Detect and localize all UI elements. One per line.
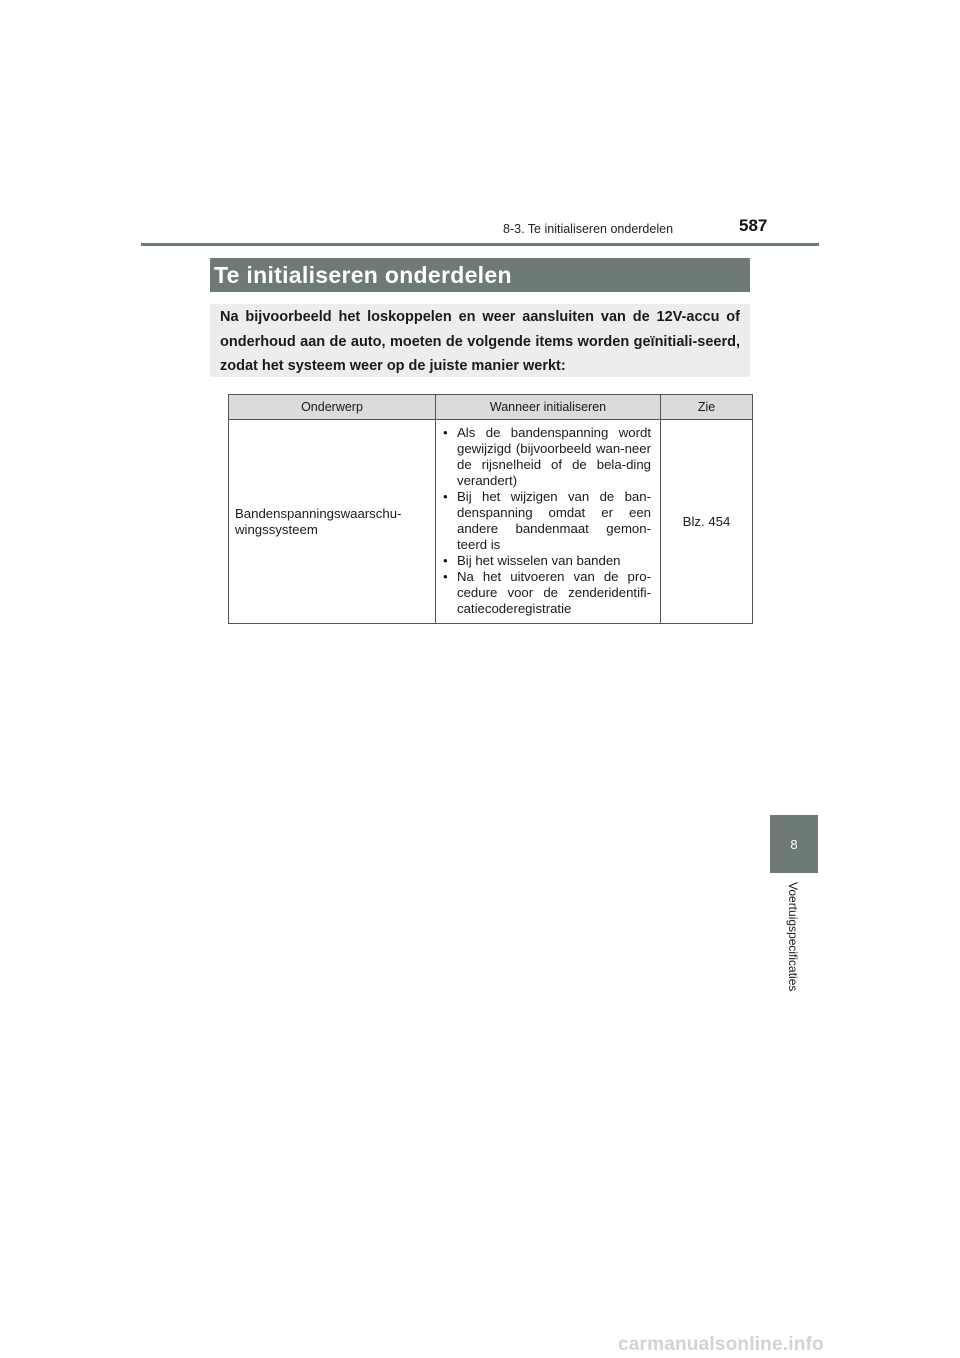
list-item: • Bij het wisselen van banden	[442, 553, 651, 569]
intro-text: Na bijvoorbeeld het loskoppelen en weer aansluiten van de 12V-accu of onderhoud aan de auto, moeten de volgende items worden geïnitiali-seerd, zodat het systeem weer op de juiste manier werkt:	[220, 309, 740, 374]
intro-box	[210, 304, 750, 377]
chapter-tab	[770, 815, 818, 873]
subject-cell: Bandenspanningswaarschu-wingssysteem	[229, 420, 436, 624]
table-header-row	[229, 395, 753, 420]
table-row	[229, 420, 753, 624]
list-item: • Als de bandenspanning wordt gewijzigd (bijvoorbeeld wan-neer de rijsnelheid of de bela-ding verandert)	[442, 425, 651, 489]
column-header-reference: Zie	[661, 395, 753, 420]
when-list	[442, 425, 651, 617]
initialization-table	[228, 394, 753, 624]
column-header-subject: Onderwerp	[229, 395, 436, 420]
list-item: • Na het uitvoeren van de pro-cedure voor de zenderidentifi-catiecoderegistratie	[442, 569, 651, 617]
initialization-table-wrapper	[228, 394, 753, 624]
header-divider	[141, 243, 819, 246]
page-number: 587	[739, 216, 768, 235]
list-item: • Bij het wijzigen van de ban-denspanning omdat er een andere bandenmaat gemon-teerd is	[442, 489, 651, 553]
reference-cell: Blz. 454	[661, 420, 753, 624]
section-title: Te initialiseren onderdelen	[214, 261, 512, 288]
chapter-label: Voertuigspecificaties	[786, 882, 800, 992]
running-header-section: 8-3. Te initialiseren onderdelen	[503, 222, 674, 236]
column-header-when: Wanneer initialiseren	[436, 395, 661, 420]
when-cell	[436, 420, 661, 624]
chapter-number: 8	[790, 836, 798, 852]
watermark: carmanualsonline.info	[618, 1334, 824, 1355]
section-title-bar	[210, 258, 750, 292]
